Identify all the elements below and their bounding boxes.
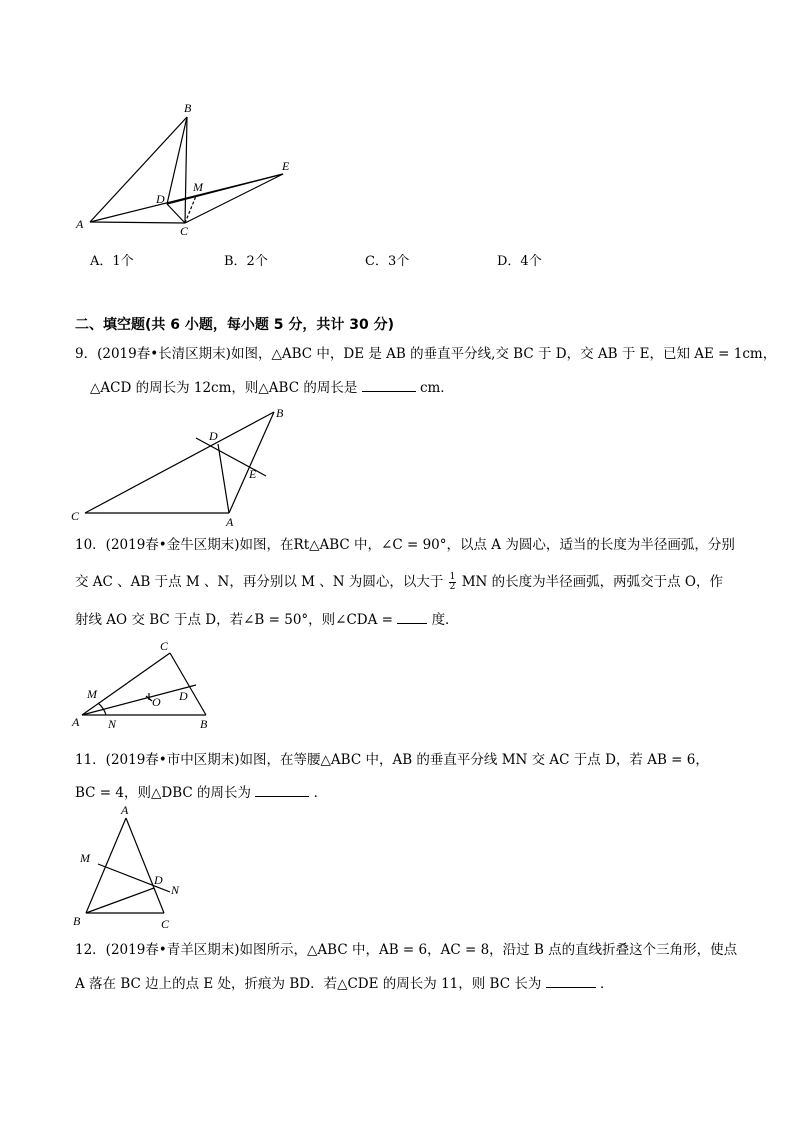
q9-line2 — [90, 377, 454, 398]
q9-line2-text: △ACD 的周长为 12cm，则△ABC 的周长是 — [90, 380, 358, 396]
q10-label-a: A — [72, 715, 80, 729]
q9-answer-blank[interactable] — [362, 377, 416, 392]
section-fill-in-title: 二、填空题(共 6 小题，每小题 5 分，共计 30 分) — [75, 317, 395, 333]
q10-frac-den: 2 — [449, 582, 456, 592]
q8-label-b: B — [184, 101, 192, 115]
q8-label-d: D — [156, 192, 165, 206]
q12-line1: 12．(2019春•青羊区期末)如图所示，△ABC 中，AB = 6，AC = 8，沿过 B 点的直线折叠这个三角形，使点 — [75, 942, 738, 958]
q10-answer-blank[interactable] — [397, 609, 427, 624]
q9-line1: 9．(2019春•长清区期末)如图，△ABC 中，DE 是 AB 的垂直平分线,交 BC 于 D，交 AB 于 E，已知 AE = 1cm， — [75, 346, 777, 362]
q11-line2-end: ． — [313, 785, 328, 801]
q10-line2-text: 交 AC 、AB 于点 M 、N，再分别以 M 、N 为圆心，以大于 — [75, 574, 444, 590]
q12-answer-blank[interactable] — [546, 973, 596, 988]
q11-label-n: N — [171, 883, 180, 897]
q8-label-a: A — [76, 217, 84, 231]
q8-option-d[interactable]: D．4个 — [497, 254, 542, 269]
q11-label-b: B — [73, 914, 81, 928]
q8-label-m: M — [193, 180, 203, 194]
q10-line2 — [75, 572, 723, 592]
q9-line2-unit: cm． — [419, 380, 454, 396]
q12-line2 — [75, 973, 613, 994]
q8-option-a[interactable]: A．1个 — [90, 254, 134, 269]
q10-label-c: C — [160, 639, 169, 653]
q10-fraction — [449, 573, 457, 592]
q10-line3-unit: 度． — [431, 612, 459, 628]
q11-line2-text: BC = 4，则△DBC 的周长为 — [75, 785, 251, 801]
q9-label-e: E — [249, 467, 257, 481]
q10-label-n: N — [108, 717, 117, 731]
q10-line2-text2: MN 的长度为半径画弧，两弧交于点 O，作 — [461, 574, 723, 590]
q9-label-b: B — [276, 406, 284, 420]
q10-label-m: M — [87, 687, 97, 701]
q10-figure — [70, 640, 220, 735]
q11-line1: 11．(2019春•市中区期末)如图，在等腰△ABC 中，AB 的垂直平分线 MN 交 AC 于点 D，若 AB = 6， — [75, 752, 709, 768]
q11-label-d: D — [154, 873, 163, 887]
q10-line3-text: 射线 AO 交 BC 于点 D，若∠B = 50°，则∠CDA = — [75, 612, 393, 628]
q10-label-o: O — [152, 695, 161, 709]
q11-label-a: A — [121, 803, 129, 817]
q9-label-d: D — [209, 429, 218, 443]
q9-label-c: C — [71, 509, 80, 523]
q10-label-b: B — [200, 717, 208, 731]
q8-option-b[interactable]: B．2个 — [224, 254, 268, 269]
q8-label-e: E — [282, 159, 290, 173]
q10-label-d: D — [179, 689, 188, 703]
q10-line3 — [75, 609, 459, 630]
q11-label-c: C — [161, 917, 170, 931]
q11-answer-blank[interactable] — [255, 782, 309, 797]
q10-frac-num: 1 — [449, 572, 456, 582]
q11-label-m: M — [80, 851, 90, 865]
q11-figure — [70, 800, 190, 935]
q12-line2-end: ． — [599, 976, 614, 992]
q9-figure — [66, 400, 306, 530]
q12-line2-text: A 落在 BC 边上的点 E 处，折痕为 BD．若△CDE 的周长为 11，则 BC 长为 — [75, 976, 542, 992]
q8-option-c[interactable]: C．3个 — [365, 254, 410, 269]
q8-options — [90, 250, 590, 270]
q8-figure — [70, 100, 310, 240]
q10-line1: 10．(2019春•金牛区期末)如图，在Rt△ABC 中，∠C = 90°，以点 A 为圆心，适当的长度为半径画弧，分别 — [75, 537, 735, 553]
q8-label-c: C — [180, 224, 189, 238]
q9-label-a: A — [226, 515, 234, 529]
